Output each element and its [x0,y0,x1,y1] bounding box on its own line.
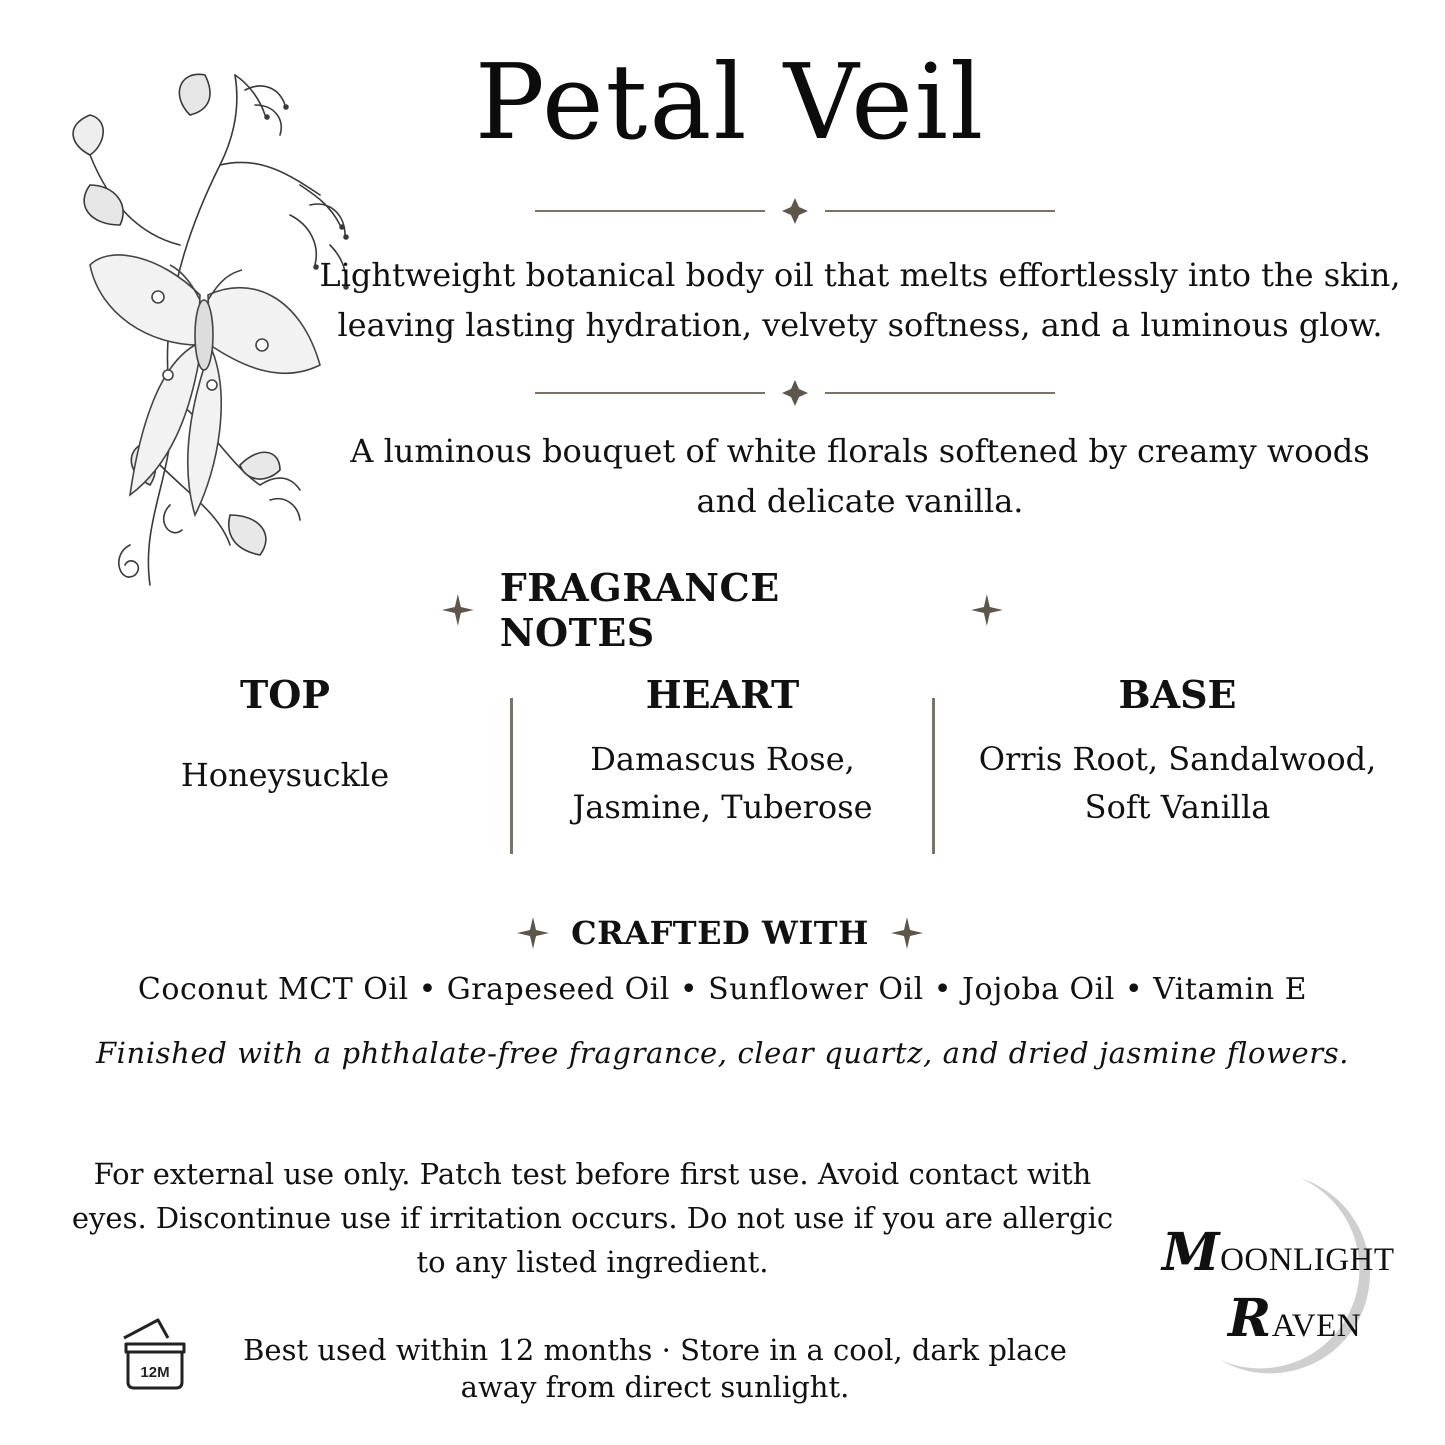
brand-initial-m: M [1162,1222,1221,1283]
sparkle-icon [440,592,476,628]
note-title-top: TOP [240,672,330,717]
fragrance-notes-label: FRAGRANCE NOTES [499,565,780,655]
note-column-top [110,672,460,799]
product-description: Lightweight botanical body oil that melts effortlessly into the skin, leaving lasting hydration, velvety softness, and a luminous glow. [319,256,1401,344]
crafted-with-heading [510,905,930,961]
crafted-with-label: CRAFTED WITH [571,914,869,952]
pao-jar-icon [118,1312,192,1392]
ingredients-list: Coconut MCT Oil • Grapeseed Oil • Sunflower Oil • Jojoba Oil • Vitamin E [137,972,1308,1007]
note-title-heart: HEART [645,672,800,717]
sparkle-icon [889,915,925,951]
brand-word-moonlight: OONLIGHT [1220,1242,1395,1278]
note-text-top: Honeysuckle [180,756,390,794]
divider-middle [535,378,1055,408]
pao-label: 12M [140,1364,170,1381]
brand-initial-r: R [1228,1288,1272,1349]
product-title: Petal Veil [474,41,986,163]
column-divider [932,698,935,854]
divider-top [535,196,1055,226]
note-column-base [960,672,1395,831]
scent-description: A luminous bouquet of white florals softened by creamy woods and delicate vanilla. [350,432,1370,520]
note-column-heart [545,672,900,831]
brand-line-1 [1162,1222,1395,1283]
sparkle-icon [515,915,551,951]
storage-instructions: Best used within 12 months · Store in a cool, dark place away from direct sunlight. [243,1333,1067,1404]
note-text-base: Orris Root, Sandalwood, Soft Vanilla [978,740,1377,826]
column-divider [510,698,513,854]
safety-warning: For external use only. Patch test before first use. Avoid contact with eyes. Discontinue use if irritation occurs. Do not use if you are allergic to any listed ingredient. [71,1157,1114,1279]
brand-word-raven: AVEN [1271,1308,1362,1344]
brand-logo [1150,1170,1400,1385]
finish-note: Finished with a phthalate-free fragrance, clear quartz, and dried jasmine flowers. [95,1036,1350,1070]
note-title-base: BASE [1118,672,1237,717]
sparkle-icon [969,592,1005,628]
note-text-heart: Damascus Rose, Jasmine, Tuberose [572,740,873,826]
fragrance-notes-heading [440,565,1005,655]
brand-line-2 [1228,1288,1361,1349]
